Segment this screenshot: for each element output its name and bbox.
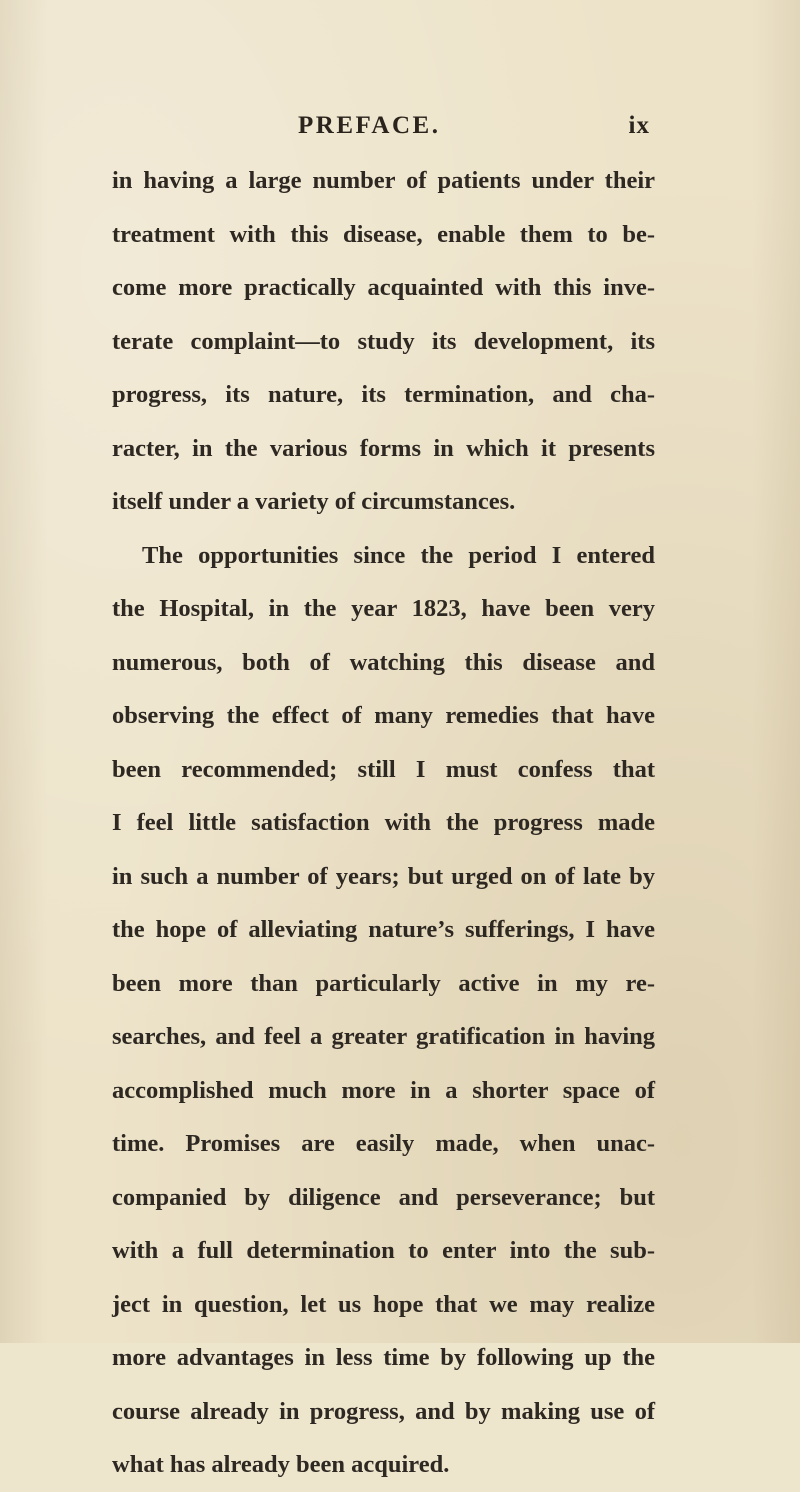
text-line: come more practically acquainted with this inve- [112,274,655,301]
text-line: the hope of alleviating nature’s sufferings, I have [112,916,655,943]
body-text [112,154,655,1492]
text-line: observing the effect of many remedies that have [112,702,655,729]
page-number: ix [628,112,650,139]
paragraph-end-line: itself under a variety of circumstances. [112,488,516,515]
text-line: accomplished much more in a shorter space of [112,1076,655,1104]
text-line: treatment with this disease, enable them to be- [112,220,655,248]
text-line: time. Promises are easily made, when unac- [112,1130,655,1157]
text-line: searches, and feel a greater gratification in having [112,1023,655,1050]
text-line: course already in progress, and by making use of [112,1397,655,1425]
text-line: ject in question, let us hope that we may realize [112,1290,655,1318]
running-title: PREFACE. [298,112,441,139]
text-line: I feel little satisfaction with the progress made [112,809,655,836]
text-line: terate complaint—to study its development, its [112,327,655,355]
text-line: numerous, both of watching this disease and [112,648,655,676]
text-line: been recommended; still I must confess that [112,755,655,783]
text-line: companied by diligence and perseverance; but [112,1183,655,1211]
paragraph-end-line: what has already been acquired. [112,1451,450,1478]
text-line: been more than particularly active in my re- [112,969,655,997]
text-line: the Hospital, in the year 1823, have been very [112,595,655,622]
paragraph-start-line: The opportunities since the period I entered [142,541,655,569]
text-line: racter, in the various forms in which it presents [112,434,655,462]
text-line: in having a large number of patients under their [112,167,655,194]
text-line: with a full determination to enter into the sub- [112,1237,655,1264]
text-line: progress, its nature, its termination, and cha- [112,381,655,408]
text-line: more advantages in less time by following up the [112,1344,655,1371]
text-line: in such a number of years; but urged on of late by [112,862,655,890]
running-head [298,112,650,144]
